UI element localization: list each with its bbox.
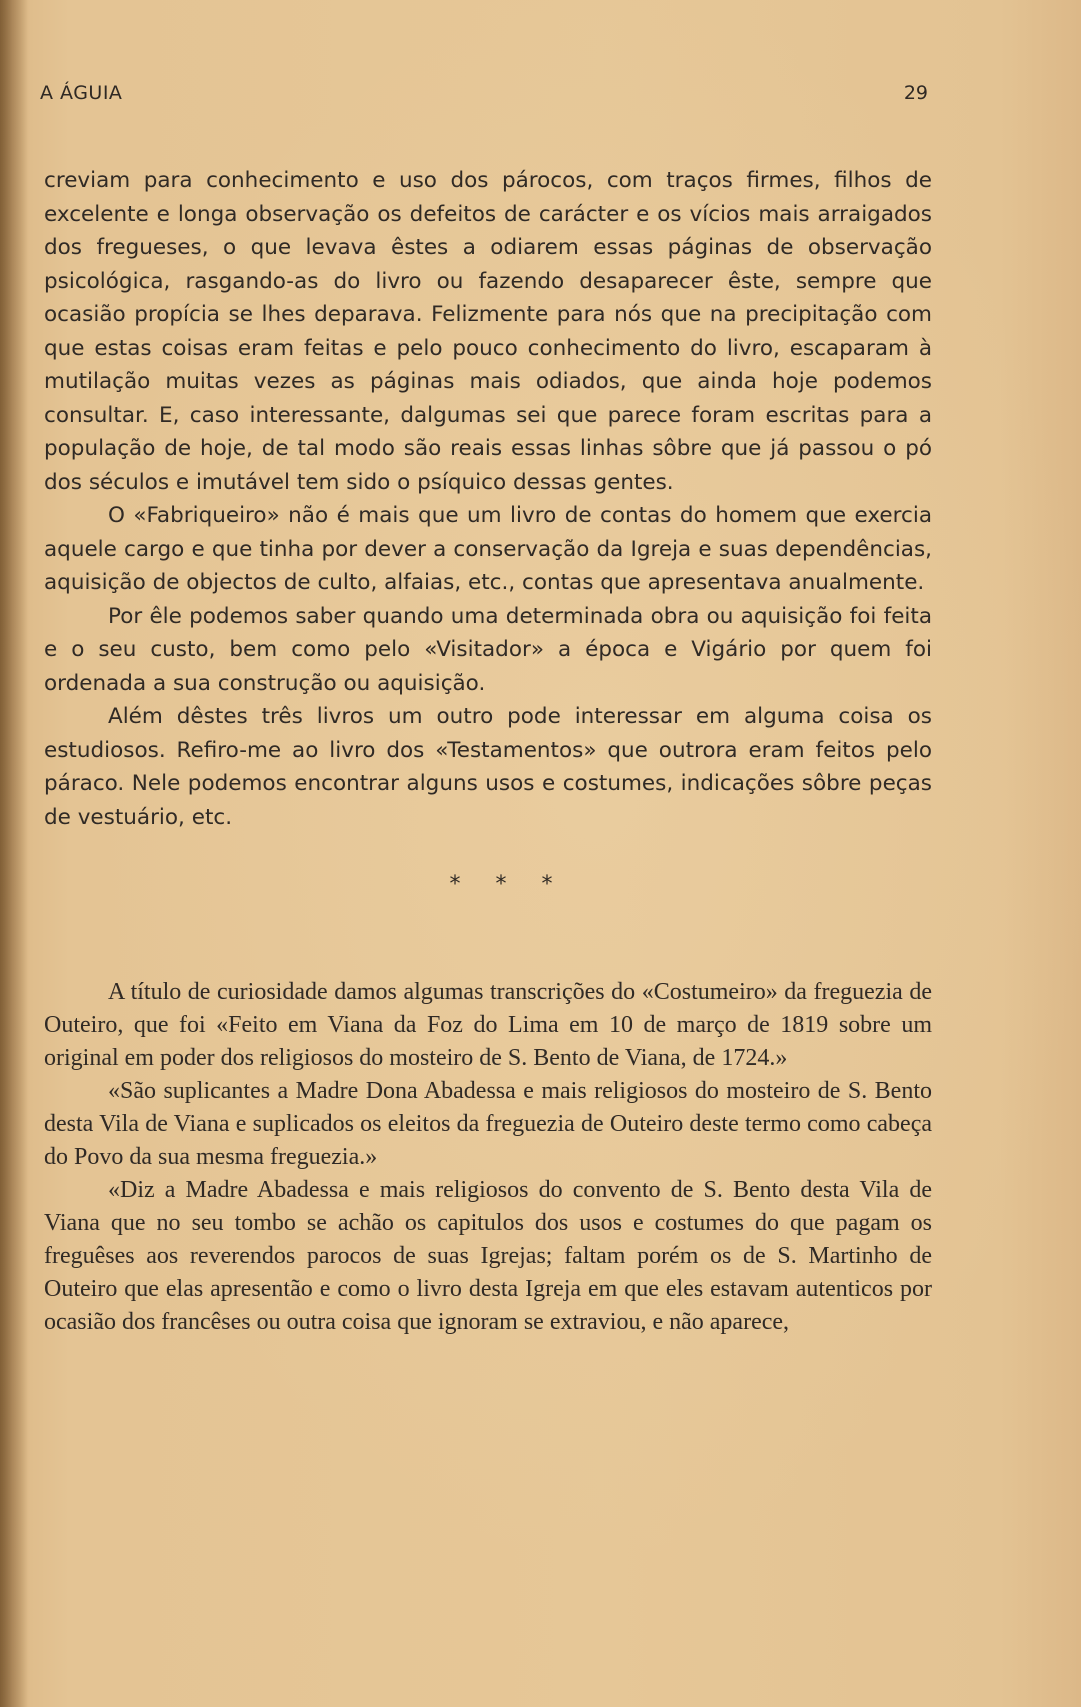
paragraph-madre-abadessa: «Diz a Madre Abadessa e mais religiosos do convento de S. Bento desta Vila de Viana que no seu tombo se achão os capitulos dos usos e costumes do que pagam os freguêses aos reverendos parocos de suas Igrejas; faltam porém os de S. Martinho de Outeiro que elas apresentão e como o livro desta Igreja em que eles estavam autenticos por ocasião dos francêses ou outra coisa que ignoram se extraviou, e não aparece, — [44, 1177, 932, 1335]
running-title: A ÁGUIA — [40, 82, 123, 104]
section-separator: * * * — [449, 872, 567, 897]
page-number: 29 — [903, 82, 928, 104]
paragraph-continued: creviam para conhecimento e uso dos párocos, com traços firmes, filhos de excelente e longa observação os defeitos de carácter e os vícios mais arraigados dos fregueses, o que levava êstes a odiarem essas páginas de observação psicológica, rasgando-as do livro ou fazendo desaparecer êste, sempre que ocasião propícia se lhes deparava. Felizmente para nós que na precipitação com que estas coisas eram feitas e pelo pouco conhecimento do livro, escaparam à mutilação muitas vezes as páginas mais odiados, que ainda hoje podemos consultar. E, caso interessante, dalgumas sei que parece foram escritas para a população de hoje, de tal modo são reais essas linhas sôbre que já passou o pó dos séculos e imutável tem sido o psíquico dessas gentes. — [44, 168, 932, 495]
spine-shadow — [0, 0, 28, 1707]
paragraph-fabriqueiro: O «Fabriqueiro» não é mais que um livro de contas do homem que exercia aquele cargo e que tinha por dever a conservação da Igreja e suas dependências, aquisição de objectos de culto, alfaias, etc., contas que apresentava anualmente. — [44, 503, 932, 595]
paragraph-visitador: Por êle podemos saber quando uma determinada obra ou aquisição foi feita e o seu custo, bem como pelo «Visitador» a época e Vigário por quem foi ordenada a sua construção ou aquisição. — [44, 603, 932, 696]
page-header — [40, 82, 928, 112]
body-text — [44, 164, 932, 1339]
paragraph-suplicantes: «São suplicantes a Madre Dona Abadessa e mais religiosos do mosteiro de S. Bento desta Vila de Viana e suplicados os eleitos da freguezia de Outeiro deste termo como cabeça do Povo da sua mesma freguezia.» — [44, 1078, 932, 1170]
paragraph-testamentos: Além dêstes três livros um outro pode interessar em alguma coisa os estudiosos. Refiro-me ao livro dos «Testamentos» que outrora eram feitos pelo páraco. Nele podemos encontrar alguns usos e costumes, indicações sôbre peças de vestuário, etc. — [44, 704, 932, 830]
paragraph-costumeiro-intro: A título de curiosidade damos algumas transcrições do «Costumeiro» da freguezia de Outeiro, que foi «Feito em Viana da Foz do Lima em 10 de março de 1819 sobre um original em poder dos religiosos do mosteiro de S. Bento de Viana, de 1724.» — [44, 979, 932, 1071]
